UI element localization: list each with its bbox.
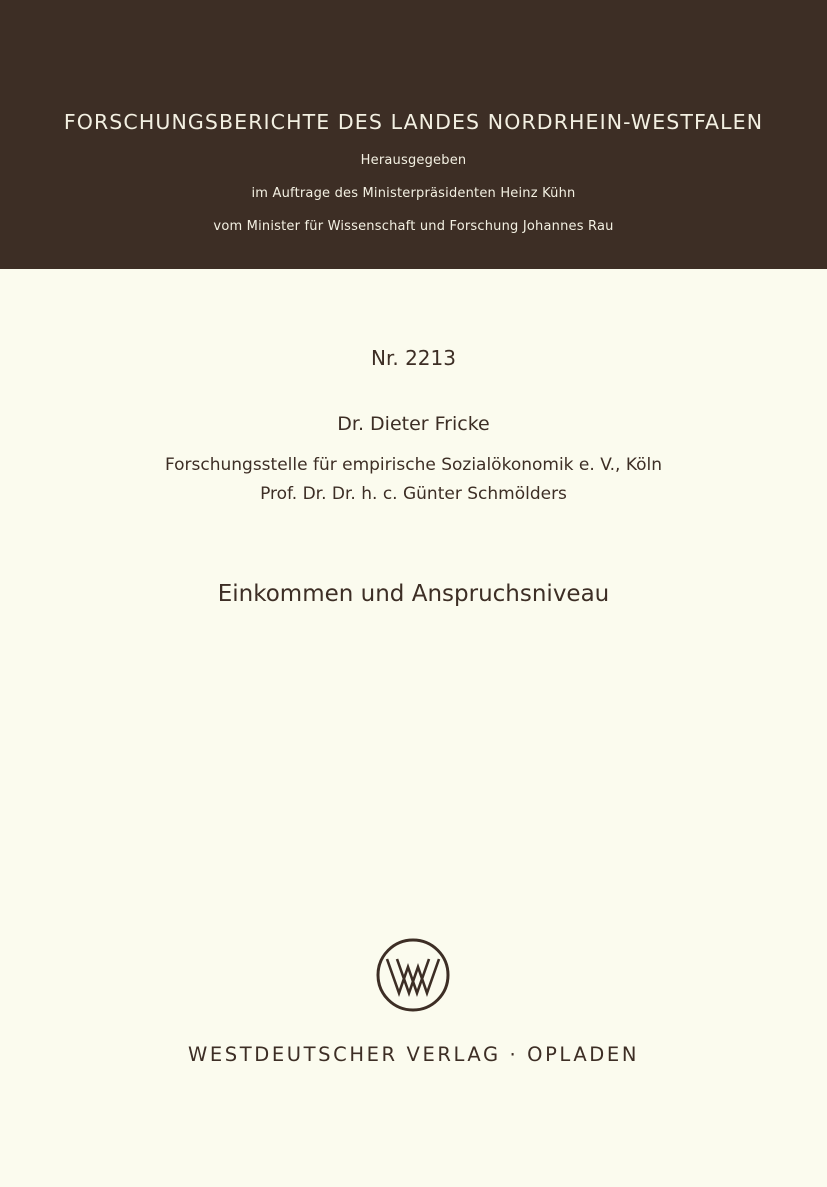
ww-circle-logo-icon: [375, 937, 451, 1013]
series-title: FORSCHUNGSBERICHTE DES LANDES NORDRHEIN-WESTFALEN: [63, 110, 764, 134]
book-title: Einkommen und Anspruchsniveau: [217, 581, 610, 607]
director-line: Prof. Dr. Dr. h. c. Günter Schmölders: [260, 484, 567, 504]
editor-line-1: Herausgegeben: [360, 153, 467, 168]
header-band: [0, 0, 827, 269]
editor-line-3: vom Minister für Wissenschaft und Forschung Johannes Rau: [213, 219, 614, 234]
author-name: Dr. Dieter Fricke: [337, 413, 490, 435]
editor-line-2: im Auftrage des Ministerpräsidenten Heinz Kühn: [251, 186, 576, 201]
report-number: Nr. 2213: [371, 346, 456, 370]
publisher-line: WESTDEUTSCHER VERLAG · OPLADEN: [187, 1043, 640, 1066]
institution-line: Forschungsstelle für empirische Sozialökonomik e. V., Köln: [164, 455, 663, 475]
